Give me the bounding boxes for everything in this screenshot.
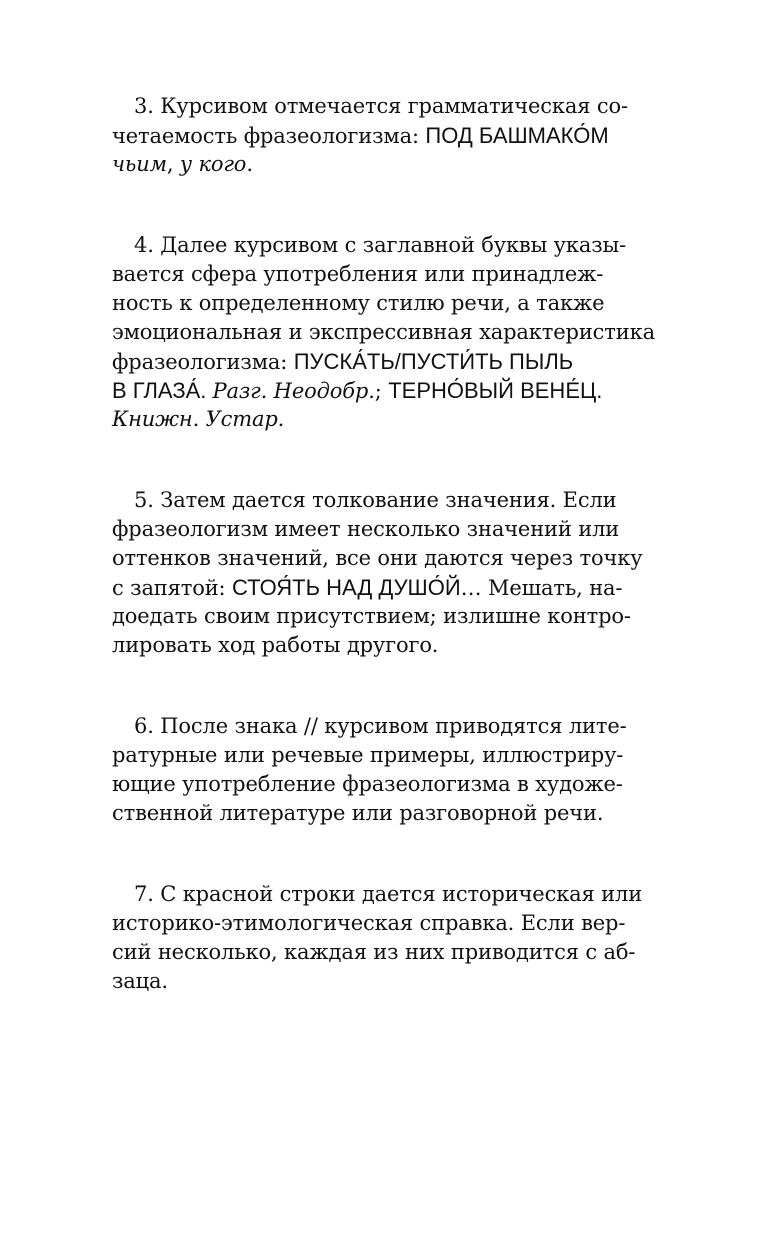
body-text: . xyxy=(246,152,253,176)
text-line xyxy=(112,573,672,602)
body-text: оттенков значений, все они даются через точку xyxy=(112,546,643,570)
headword-example: ПОД БАШМАКО́М xyxy=(425,123,609,148)
body-text: ; xyxy=(374,379,389,403)
italic-label: чьим xyxy=(112,152,167,176)
text-line xyxy=(112,150,672,179)
text-line xyxy=(112,318,672,347)
body-text: сий несколько, каждая из них приводится с аб- xyxy=(112,940,636,964)
paragraph-6 xyxy=(112,712,672,828)
body-text: четаемость фразеологизма: xyxy=(112,124,426,148)
body-text: 5. Затем дается толкование значения. Если xyxy=(134,488,617,512)
italic-label: у кого xyxy=(179,152,247,176)
body-text: лировать ход работы другого. xyxy=(112,633,439,657)
text-line xyxy=(112,880,672,909)
text-line xyxy=(112,405,672,434)
paragraph-7 xyxy=(112,880,672,996)
text-line xyxy=(112,967,672,996)
text-line xyxy=(112,938,672,967)
text-line xyxy=(112,231,672,260)
body-text: 4. Далее курсивом с заглавной буквы указы- xyxy=(134,233,627,257)
text-line xyxy=(112,631,672,660)
body-text: доедать своим присутствием; излишне контро- xyxy=(112,604,631,628)
body-text: 7. С красной строки дается историческая или xyxy=(134,882,643,906)
text-line xyxy=(112,770,672,799)
text-line xyxy=(112,799,672,828)
italic-label: Разг. Неодобр. xyxy=(212,379,375,403)
body-text: с запятой: xyxy=(112,576,233,600)
text-line xyxy=(112,544,672,573)
headword-example: В ГЛАЗА́. xyxy=(112,378,213,403)
text-line xyxy=(112,741,672,770)
body-text: ность к определенному стилю речи, а также xyxy=(112,291,605,315)
body-text: ющие употребление фразеологизма в художе- xyxy=(112,772,623,796)
headword-example: ТЕРНО́ВЫЙ ВЕНЕ́Ц. xyxy=(388,378,603,403)
italic-label: Книжн. Устар. xyxy=(112,407,285,431)
text-line xyxy=(112,602,672,631)
body-text: вается сфера употребления или принадлеж- xyxy=(112,262,604,286)
body-text: историко-этимологическая справка. Если вер- xyxy=(112,911,626,935)
text-line xyxy=(112,92,672,121)
paragraph-5 xyxy=(112,486,672,660)
text-line xyxy=(112,289,672,318)
text-line xyxy=(112,515,672,544)
text-line xyxy=(112,376,672,405)
body-text: эмоциональная и экспрессивная характеристика xyxy=(112,320,655,344)
text-line xyxy=(112,486,672,515)
paragraph-3 xyxy=(112,92,672,179)
body-text: фразеологизм имеет несколько значений или xyxy=(112,517,620,541)
body-text: 6. После знака // курсивом приводятся лите- xyxy=(134,714,627,738)
body-text: фразеологизма: xyxy=(112,350,294,374)
body-text: , xyxy=(166,152,180,176)
paragraph-4 xyxy=(112,231,672,434)
body-text: ственной литературе или разговорной речи. xyxy=(112,801,604,825)
text-line xyxy=(112,909,672,938)
headword-example: СТОЯ́ТЬ НАД ДУШО́Й xyxy=(232,575,461,600)
text-line xyxy=(112,260,672,289)
dictionary-preface-page xyxy=(112,92,672,1048)
headword-example: ПУСКА́ТЬ/ПУСТИ́ТЬ ПЫЛЬ xyxy=(293,349,574,374)
text-line xyxy=(112,347,672,376)
text-line xyxy=(112,121,672,150)
body-text: ратурные или речевые примеры, иллюстриру- xyxy=(112,743,624,767)
body-text: заца. xyxy=(112,969,168,993)
text-line xyxy=(112,712,672,741)
body-text: 3. Курсивом отмечается грамматическая со- xyxy=(134,94,628,118)
body-text: … Мешать, на- xyxy=(460,576,623,600)
